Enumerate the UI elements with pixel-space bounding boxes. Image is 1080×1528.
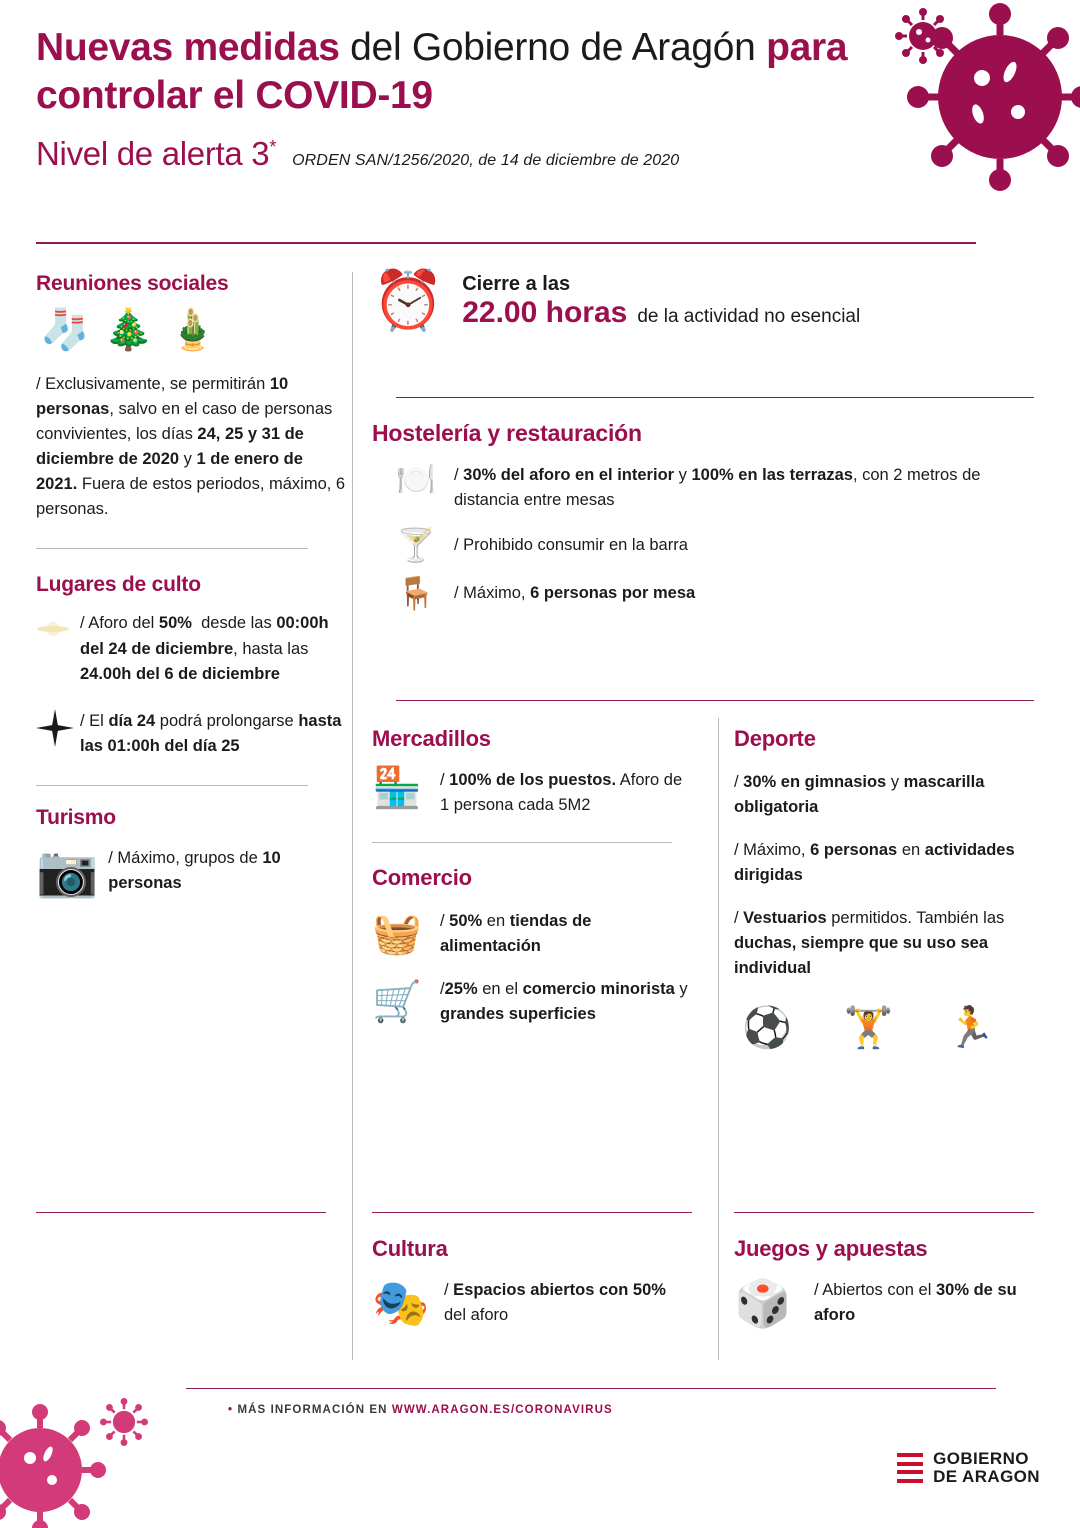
comercio-item-2-text: /25% en el comercio minorista y grandes superficies [440,980,688,1024]
weightlifting-icon: 🏋️ [843,1005,894,1050]
section-title-cultura: Cultura [372,1236,448,1261]
closing-hours-value: 22.00 horas [462,295,628,329]
juegos-text: / Abiertos con el 30% de su aforo [814,1281,1017,1325]
column-divider-right [718,718,719,1360]
reuniones-text: / Exclusivamente, se permitirán 10 personas, salvo en el caso de personas convivientes, los días 24, 25 y 31 de diciembre de 2020 y 1 de enero de 2021. Fuera de estos periodos, máximo, 6 personas. [36,375,346,519]
alert-level-text: Nivel de alerta 3 [36,135,270,173]
column-divider-left [352,272,353,1360]
header-divider [36,242,976,244]
table-chairs-icon: 🪑 [396,575,436,612]
reuniones-icons [40,310,346,350]
section-comercio [372,865,692,1027]
column-right [734,726,1040,1048]
hosteleria-item-2-text: / Prohibido consumir en la barra [454,535,688,554]
footer-info-label: MÁS INFORMACIÓN EN [237,1404,392,1416]
christmas-tree-icon: 🎄 [103,308,154,352]
hosteleria-item-3-text: / Máximo, 6 personas por mesa [454,583,696,602]
cultura-item [372,1278,692,1328]
gov-line-1: GOBIERNO [933,1449,1029,1468]
hosteleria-item-1 [396,463,1034,513]
mercadillos-text: / 100% de los puestos. Aforo de 1 persona cada 5M2 [440,771,683,815]
turismo-text: / Máximo, grupos de 10 personas [108,848,281,892]
deporte-item-2: / Máximo, 6 personas en actividades dirigidas [734,841,1015,885]
deporte-item-1: / 30% en gimnasios y mascarilla obligatoria [734,773,985,817]
soccer-ball-icon: ⚽ [742,1005,792,1050]
hosteleria-item-3 [396,575,1034,612]
dice-icon: 🎲 [734,1277,792,1330]
column-left [36,272,346,912]
section-title-reuniones: Reuniones sociales [36,272,229,295]
footer-divider [186,1388,996,1389]
title-part-3: para controlar el COVID-19 [36,26,848,117]
closing-divider [396,397,1034,398]
comercio-item-2 [372,977,692,1027]
comercio-item-1-text: / 50% en tiendas de alimentación [440,912,592,956]
juegos-item [734,1278,1040,1328]
closing-label: Cierre a las [462,272,571,295]
section-reuniones-sociales [36,272,346,522]
christmas-bauble-icon: 🎍 [167,308,218,352]
section-title-mercadillos: Mercadillos [372,726,491,751]
gov-line-2: DE ARAGON [933,1466,1040,1486]
running-icon: 🏃 [945,1005,996,1050]
deporte-icons [734,1005,1040,1050]
serving-dome-icon: 🍽️ [396,461,436,497]
culto-item-2 [36,709,346,759]
hosteleria-item-2 [396,527,1034,564]
divider-middle-2 [372,842,672,843]
divider-middle-1 [396,700,1034,701]
star-icon [36,709,70,752]
title-part-2: del Gobierno de Aragón [339,26,767,69]
culto-item-1 [36,611,346,686]
comercio-item-1 [372,909,692,959]
divider-left-1 [36,548,308,549]
order-reference: ORDEN SAN/1256/2020, de 14 de diciembre de 2020 [292,152,680,170]
turismo-item [36,842,346,899]
subtitle-row [36,135,996,173]
closing-hours-banner [372,268,1034,333]
shopping-cart-icon: 🛒 [372,980,422,1025]
deporte-item-3: / Vestuarios permitidos. También las duchas, siempre que su uso sea individual [734,909,1005,978]
section-mercadillos [372,726,692,818]
column-middle [372,420,1034,625]
culto-item-1-text: / Aforo del 50% desde las 00:00h del 24 de diciembre, hasta las 24.00h del 6 de diciembre [80,614,329,683]
divider-bottom-right [734,1212,1034,1213]
page-header [36,24,996,173]
section-title-juegos: Juegos y apuestas [734,1236,928,1261]
section-hosteleria [372,420,1034,612]
section-title-hosteleria: Hostelería y restauración [372,420,642,446]
section-title-comercio: Comercio [372,865,472,891]
camera-icon: 📷 [36,842,99,899]
government-name [933,1450,1040,1486]
section-title-turismo: Turismo [36,805,116,829]
divider-bottom-left [36,1212,326,1213]
page-title [36,24,996,119]
section-deporte [734,726,1040,1048]
virus-illustration-bottom-left-small [100,1398,148,1446]
market-stall-icon: 🏪 [372,766,422,810]
section-lugares-de-culto [36,573,346,758]
divider-left-2 [36,785,308,786]
mercadillos-item [372,768,692,818]
section-juegos [734,1236,1040,1344]
footer-bullet: • [228,1404,234,1416]
section-turismo [36,805,346,899]
column-middle-lower [372,726,692,1043]
section-title-deporte: Deporte [734,726,816,751]
footer-url[interactable]: WWW.ARAGON.ES/CORONAVIRUS [391,1404,613,1416]
cultura-text: / Espacios abiertos con 50% del aforo [444,1281,666,1325]
section-cultura [372,1236,692,1344]
cocktail-icon: 🍸 [396,527,436,564]
aragon-flag-icon [897,1453,923,1483]
government-logo [897,1450,1040,1486]
culto-item-2-text: / El día 24 podrá prolongarse hasta las 01:00h del día 25 [80,711,342,755]
light-ray-icon [36,611,70,650]
theatre-masks-icon: 🎭 [372,1277,430,1330]
title-part-1: Nuevas medidas [36,26,340,69]
hosteleria-item-1-text: / 30% del aforo en el interior y 100% en las terrazas, con 2 metros de distancia entre mesas [454,466,981,510]
christmas-stocking-icon: 🧦 [40,308,90,352]
divider-bottom-middle [372,1212,692,1213]
shopping-basket-icon: 🧺 [372,912,422,957]
section-title-culto: Lugares de culto [36,573,201,597]
footer-info [228,1404,613,1416]
alarm-clock-icon: ⏰ [372,268,445,333]
closing-hours-tail: de la actividad no esencial [637,305,861,327]
alert-level [36,135,276,173]
alert-level-asterisk: * [269,137,277,158]
